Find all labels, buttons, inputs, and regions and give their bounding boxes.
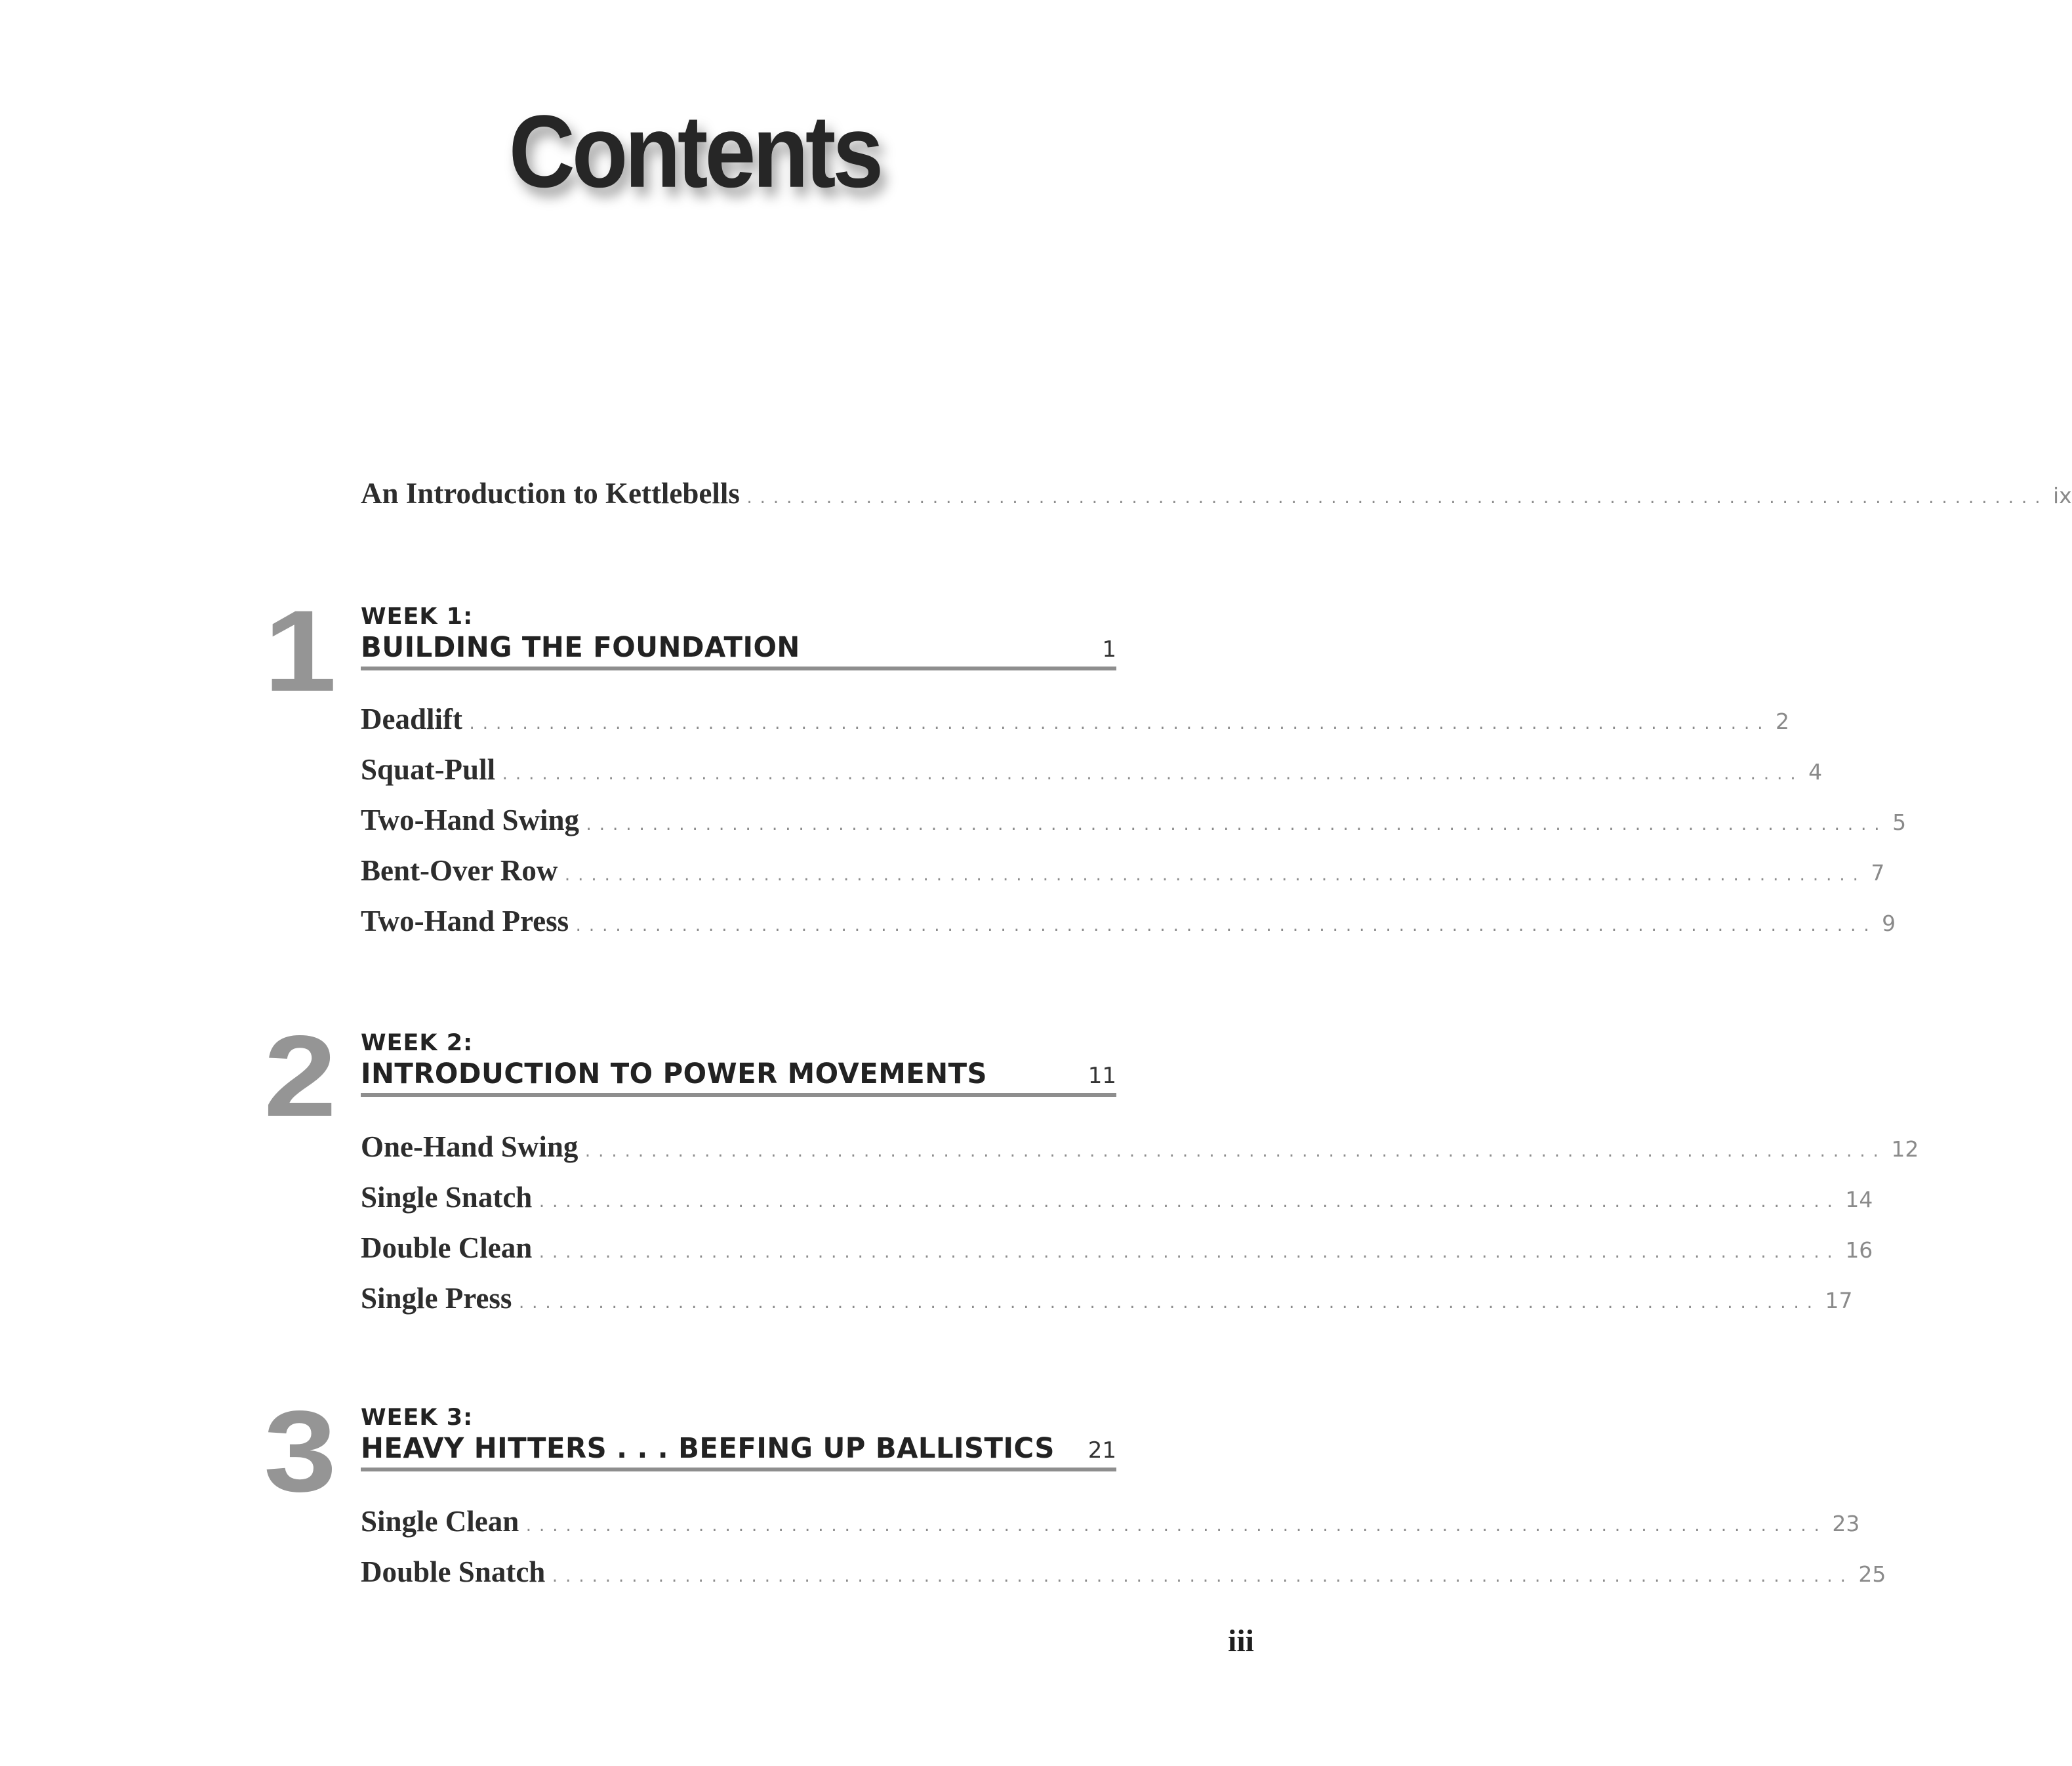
dot-leader: .................................................................................................. (537, 1195, 1839, 1211)
dot-leader: .................................................................................................. (500, 767, 1802, 783)
toc-entry-intro[interactable] (361, 476, 2072, 516)
toc-entry-page: 25 (1858, 1561, 1886, 1587)
week-title: BUILDING THE FOUNDATION (361, 631, 800, 664)
dot-leader: .................................................................................................. (744, 491, 2046, 507)
toc-entry-page: 7 (1871, 860, 1885, 886)
week-page: 11 (1087, 1063, 1116, 1089)
week-page: 1 (1102, 636, 1116, 663)
page-title: Contents (508, 93, 881, 209)
toc-entry-label: Single Snatch (361, 1181, 533, 1214)
toc-entry-page: 9 (1882, 911, 1896, 936)
week-label: WEEK 2: (361, 1030, 474, 1056)
toc-entry-label: Single Press (361, 1282, 512, 1315)
week-title-line (361, 1432, 1116, 1471)
toc-entry-page: 14 (1845, 1187, 1873, 1212)
dot-leader: .................................................................................................. (583, 1144, 1885, 1160)
page-folio: iii (1227, 1624, 1254, 1658)
toc-entry[interactable] (361, 1504, 1860, 1544)
toc-entry-label: An Introduction to Kettlebells (361, 477, 740, 510)
toc-entry-page: 2 (1776, 708, 1790, 734)
toc-entry-label: Bent-Over Row (361, 854, 558, 887)
toc-entry[interactable] (361, 1180, 1873, 1220)
toc-entry[interactable] (361, 853, 1885, 893)
toc-entry-label: One-Hand Swing (361, 1130, 579, 1163)
week-title: INTRODUCTION TO POWER MOVEMENTS (361, 1058, 988, 1090)
week-number-1: 1 (264, 586, 337, 716)
dot-leader: .................................................................................................. (550, 1569, 1852, 1586)
week-title-line (361, 1058, 1116, 1097)
toc-entry[interactable] (361, 1130, 1919, 1169)
week-title: HEAVY HITTERS . . . BEEFING UP BALLISTICS (361, 1432, 1055, 1465)
toc-entry-label: Deadlift (361, 703, 462, 735)
toc-entry-label: Two-Hand Press (361, 905, 569, 937)
week-2-header (361, 1030, 1116, 1097)
week-3-header (361, 1405, 1116, 1471)
dot-leader: .................................................................................................. (563, 868, 1865, 884)
week-page: 21 (1087, 1437, 1116, 1464)
toc-entry[interactable] (361, 1281, 1853, 1321)
toc-entry-page: 12 (1891, 1136, 1919, 1162)
toc-entry[interactable] (361, 1231, 1873, 1270)
toc-entry-label: Single Clean (361, 1505, 519, 1538)
toc-entry[interactable] (361, 904, 1896, 943)
dot-leader: .................................................................................................. (517, 1296, 1819, 1312)
week-label: WEEK 3: (361, 1405, 474, 1431)
dot-leader: .................................................................................................. (467, 716, 1770, 733)
toc-entry-page: 17 (1825, 1288, 1853, 1313)
toc-entry-page: 5 (1892, 810, 1907, 835)
week-number-2: 2 (264, 1012, 337, 1141)
toc-entry[interactable] (361, 752, 1823, 792)
toc-entry-label: Squat-Pull (361, 753, 496, 786)
week-label: WEEK 1: (361, 604, 474, 630)
week-1-header (361, 604, 1116, 670)
dot-leader: .................................................................................................. (574, 918, 1876, 935)
toc-entry-page: 23 (1832, 1511, 1860, 1536)
toc-entry[interactable] (361, 803, 1907, 842)
toc-entry-page: ix (2052, 483, 2072, 508)
week-title-line (361, 631, 1116, 670)
toc-entry[interactable] (361, 702, 1790, 741)
toc-entry-page: 16 (1845, 1237, 1873, 1263)
dot-leader: .................................................................................................. (524, 1519, 1826, 1535)
dot-leader: .................................................................................................. (537, 1245, 1839, 1262)
toc-entry[interactable] (361, 1555, 1886, 1594)
toc-entry-label: Double Snatch (361, 1555, 546, 1588)
week-number-3: 3 (264, 1387, 337, 1516)
toc-entry-page: 4 (1808, 759, 1823, 785)
toc-entry-label: Two-Hand Swing (361, 804, 580, 836)
dot-leader: .................................................................................................. (584, 817, 1886, 834)
toc-entry-label: Double Clean (361, 1231, 533, 1264)
